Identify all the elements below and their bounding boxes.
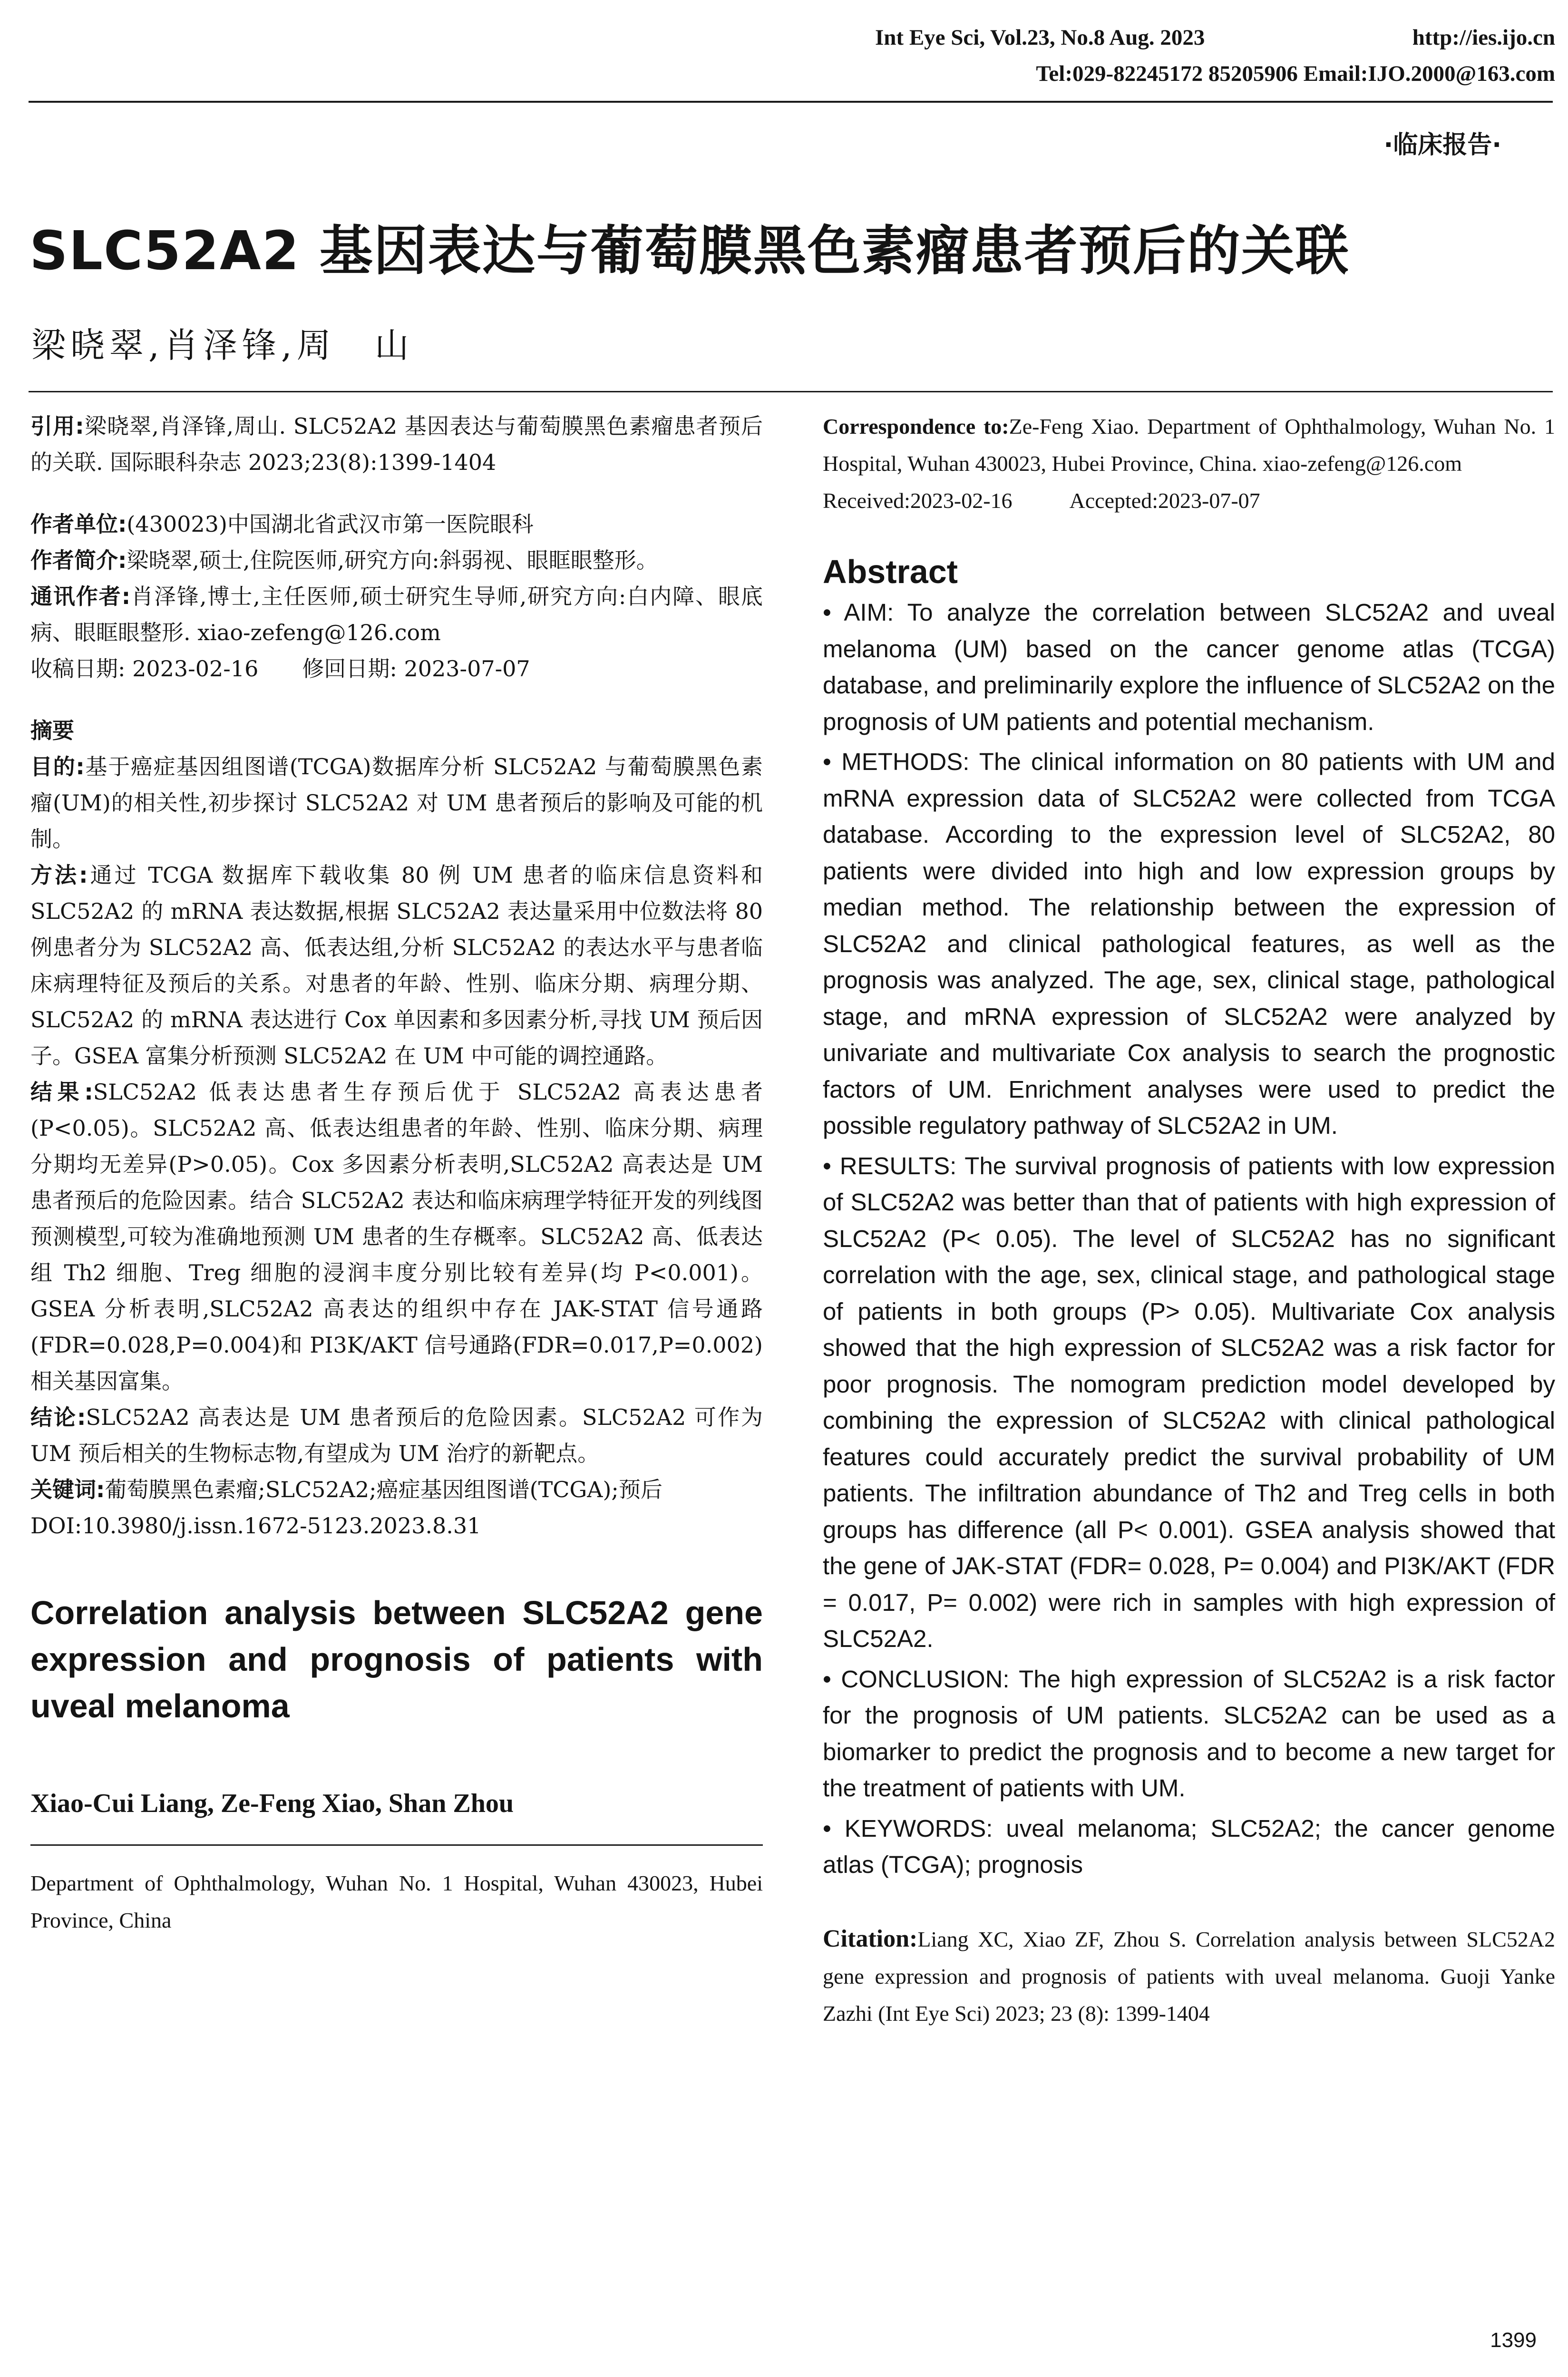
doi[interactable]: DOI:10.3980/j.issn.1672-5123.2023.8.31 <box>30 1513 481 1539</box>
accepted-date: Accepted:2023-07-07 <box>1069 488 1260 513</box>
dates-cn: 收稿日期: 2023-02-16 修回日期: 2023-07-07 <box>30 656 530 682</box>
conclusion-cn-text: SLC52A2 高表达是 UM 患者预后的危险因素。SLC52A2 可作为 UM 预后相关的生物标志物,有望成为 UM 治疗的新靶点。 <box>30 1404 763 1466</box>
methods-en: • METHODS: The clinical information on 80 patients with UM and mRNA expression data of SLC52A2 were collected from TCGA database. According to the expression level of SLC52A2, 80 patients were divided into high and low expression groups by median method. The relationship between the expression of SLC52A2 and clinical pathological features, as well as the prognosis was analyzed. The age, sex, clinical stage, pathological stage, and mRNA expression of SLC52A2 were analyzed by univariate and multivariate Cox analysis to search the prognostic factors of UM. Enrichment analyses were used to predict the possible regulatory pathway of SLC52A2 in UM. <box>823 748 1555 1139</box>
author-unit <box>30 506 763 542</box>
author-unit-text: (430023)中国湖北省武汉市第一医院眼科 <box>127 511 534 537</box>
page-number: 1399 <box>1490 2328 1537 2352</box>
corresponding-author-text: 肖泽锋,博士,主任医师,硕士研究生导师,研究方向:白内障、眼底病、眼眶眼整形. xiao-zefeng@126.com <box>30 584 763 645</box>
conclusion-cn-label: 结论: <box>30 1404 86 1430</box>
citation-cn-label: 引用: <box>30 413 84 439</box>
received-date: Received:2023-02-16 <box>823 488 1013 513</box>
dates-en <box>823 482 1555 519</box>
methods-cn-text: 通过 TCGA 数据库下载收集 80 例 UM 患者的临床信息资料和 SLC52A2 的 mRNA 表达数据,根据 SLC52A2 表达量采用中位数法将 80 例患者分为 SLC52A2 高、低表达组,分析 SLC52A2 的表达水平与患者临床病理特征及预后的关系。对患者的年龄、性别、临床分期、病理分期、SLC52A2 的 mRNA 表达进行 Cox 单因素和多因素分析,寻找 UM 预后因子。GSEA 富集分析预测 SLC52A2 在 UM 中可能的调控通路。 <box>30 862 763 1069</box>
author-unit-label: 作者单位: <box>30 511 127 537</box>
journal-url[interactable]: http://ies.ijo.cn <box>1412 25 1555 50</box>
conclusion-en: • CONCLUSION: The high expression of SLC52A2 is a risk factor for the prognosis of UM patients. SLC52A2 can be used as a biomarker to predict the prognosis and to become a new target for the treatment of patients with UM. <box>823 1665 1555 1802</box>
authors-en: Xiao-Cui Liang, Ze-Feng Xiao, Shan Zhou <box>30 1789 514 1818</box>
author-bio-text: 梁晓翠,硕士,住院医师,研究方向:斜弱视、眼眶眼整形。 <box>127 547 658 573</box>
article-title-en: Correlation analysis between SLC52A2 gene expression and prognosis of patients with uveal melanoma <box>30 1594 763 1724</box>
abstract-heading-cn-text: 摘要 <box>30 718 74 743</box>
correspondence-en <box>823 408 1555 482</box>
aim-cn-text: 基于癌症基因组图谱(TCGA)数据库分析 SLC52A2 与葡萄膜黑色素瘤(UM)的相关性,初步探讨 SLC52A2 对 UM 患者预后的影响及可能的机制。 <box>30 754 763 852</box>
author-bio-label: 作者简介: <box>30 547 127 573</box>
affiliation-rule <box>30 1844 763 1846</box>
corresponding-author-cn <box>30 578 763 651</box>
section-tag: ·临床报告· <box>1383 131 1501 159</box>
citation-en-text: Liang XC, Xiao ZF, Zhou S. Correlation analysis between SLC52A2 gene expression and prognosis of patients with uveal melanoma. Guoji Yanke Zazhi (Int Eye Sci) 2023; 23 (8): 1399-1404 <box>823 1927 1555 2026</box>
title-rule <box>29 391 1553 392</box>
methods-cn-label: 方法: <box>30 862 88 888</box>
aim-en: • AIM: To analyze the correlation between SLC52A2 and uveal melanoma (UM) based on the cancer genome atlas (TCGA) database, and preliminarily explore the influence of SLC52A2 on the prognosis of UM patients and potential mechanism. <box>823 599 1555 735</box>
author-bio <box>30 542 763 578</box>
citation-cn <box>30 408 763 480</box>
results-cn-text: SLC52A2 低表达患者生存预后优于 SLC52A2 高表达患者(P<0.05)。SLC52A2 高、低表达组患者的年龄、性别、临床分期、病理分期均无差异(P>0.05)。Cox 多因素分析表明,SLC52A2 高表达是 UM 患者预后的危险因素。结合 SLC52A2 表达和临床病理学特征开发的列线图预测模型,可较为准确地预测 UM 患者的生存概率。SLC52A2 高、低表达组 Th2 细胞、Treg 细胞的浸润丰度分别比较有差异(均 P<0.001)。GSEA 分析表明,SLC52A2 高表达的组织中存在 JAK-STAT 信号通路(FDR=0.028,P=0.004)和 PI3K/AKT 信号通路(FDR=0.017,P=0.002)相关基因富集。 <box>30 1079 763 1394</box>
results-en: • RESULTS: The survival prognosis of patients with low expression of SLC52A2 was better than that of patients with high expression of SLC52A2 (P< 0.05). The level of SLC52A2 has no significant correlation with the age, sex, clinical stage, and pathological stage of patients in both groups (P> 0.05). Multivariate Cox analysis showed that the high expression of SLC52A2 was a risk factor for poor prognosis. The nomogram prediction model developed by combining the expression of SLC52A2 with clinical pathological features could accurately predict the survival probability of UM patients. The infiltration abundance of Th2 and Treg cells in both groups has difference (all P< 0.001). GSEA analysis showed that the gene of JAK-STAT (FDR= 0.028, P= 0.004) and PI3K/AKT (FDR = 0.017, P= 0.002) were rich in samples with high expression of SLC52A2. <box>823 1152 1555 1652</box>
correspondence-text: Ze-Feng Xiao. Department of Ophthalmology, Wuhan No. 1 Hospital, Wuhan 430023, Hubei Province, China. xiao-zefeng@126.com <box>823 414 1555 476</box>
correspondence-label: Correspondence to: <box>823 414 1009 438</box>
keywords-en: • KEYWORDS: uveal melanoma; SLC52A2; the cancer genome atlas (TCGA); prognosis <box>823 1814 1555 1878</box>
authors-cn: 梁晓翠,肖泽锋,周 山 <box>31 325 414 365</box>
abstract-heading-cn <box>30 712 763 749</box>
citation-en-label: Citation: <box>823 1925 918 1952</box>
article-title-cn: SLC52A2 基因表达与葡萄膜黑色素瘤患者预后的关联 <box>29 220 1350 282</box>
citation-en <box>823 1920 1555 2032</box>
aim-cn <box>30 749 763 857</box>
keywords-cn-text: 葡萄膜黑色素瘤;SLC52A2;癌症基因组图谱(TCGA);预后 <box>105 1477 662 1502</box>
results-cn-label: 结果: <box>30 1079 93 1105</box>
header-rule <box>29 101 1553 103</box>
results-cn <box>30 1074 763 1399</box>
journal-info: Int Eye Sci, Vol.23, No.8 Aug. 2023 <box>875 25 1205 50</box>
right-column <box>823 408 1555 2032</box>
keywords-cn-label: 关键词: <box>30 1477 105 1502</box>
journal-contact: Tel:029-82245172 85205906 Email:IJO.2000@163.com <box>1036 61 1555 86</box>
methods-cn <box>30 857 763 1074</box>
corresponding-author-label: 通讯作者: <box>30 584 131 609</box>
left-column <box>30 408 763 1939</box>
keywords-cn <box>30 1471 763 1508</box>
abstract-heading-en: Abstract <box>823 553 958 590</box>
conclusion-cn <box>30 1399 763 1471</box>
aim-cn-label: 目的: <box>30 754 85 779</box>
affiliation-en: Department of Ophthalmology, Wuhan No. 1 Hospital, Wuhan 430023, Hubei Province, China <box>30 1871 763 1932</box>
citation-cn-text: 梁晓翠,肖泽锋,周山. SLC52A2 基因表达与葡萄膜黑色素瘤患者预后的关联. 国际眼科杂志 2023;23(8):1399-1404 <box>30 413 763 475</box>
